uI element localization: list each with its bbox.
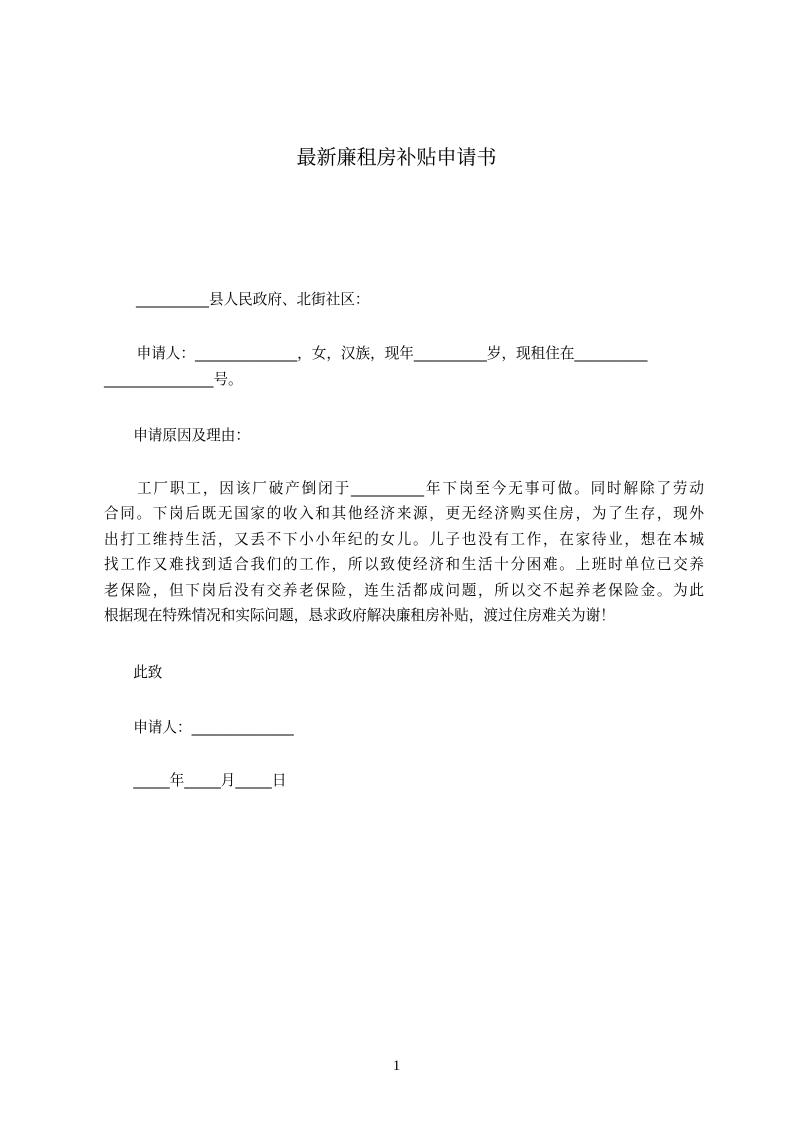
applicant-info-line-1: 申请人：______________，女，汉族，现年__________岁，现租住在__________ [122,345,648,362]
addressee-line: __________县人民政府、北街社区： [136,291,370,308]
reason-body-line: 出打工维持生活，又丢不下小小年纪的女儿。儿子也没有工作，在家待业，想在本城 [104,530,704,548]
signature-line: 申请人：______________ [104,719,294,736]
date-line: _____年_____月_____日 [104,772,287,789]
reason-body-line: 根据现在特殊情况和实际问题，恳求政府解决廉租房补贴，渡过住房难关为谢！ [104,606,615,624]
reason-body-line: 合同。下岗后既无国家的收入和其他经济来源，更无经济购买住房，为了生存，现外 [104,505,704,523]
reason-body [104,476,704,628]
closing-line: 此致 [104,664,163,681]
reason-heading: 申请原因及理由： [104,427,250,444]
reason-body-line: 老保险，但下岗后没有交养老保险，连生活都成问题，所以交不起养老保险金。为此 [104,581,704,599]
reason-body-line: 工厂职工，因该厂破产倒闭于__________年下岗至今无事可做。同时解除了劳动 [104,480,704,497]
applicant-info-line-2: _______________号。 [104,371,243,388]
document-title: 最新廉租房补贴申请书 [296,145,497,169]
page-number: 1 [392,1058,401,1074]
reason-body-line: 找工作又难找到适合我们的工作，所以致使经济和生活十分困难。上班时单位已交养 [104,556,704,574]
